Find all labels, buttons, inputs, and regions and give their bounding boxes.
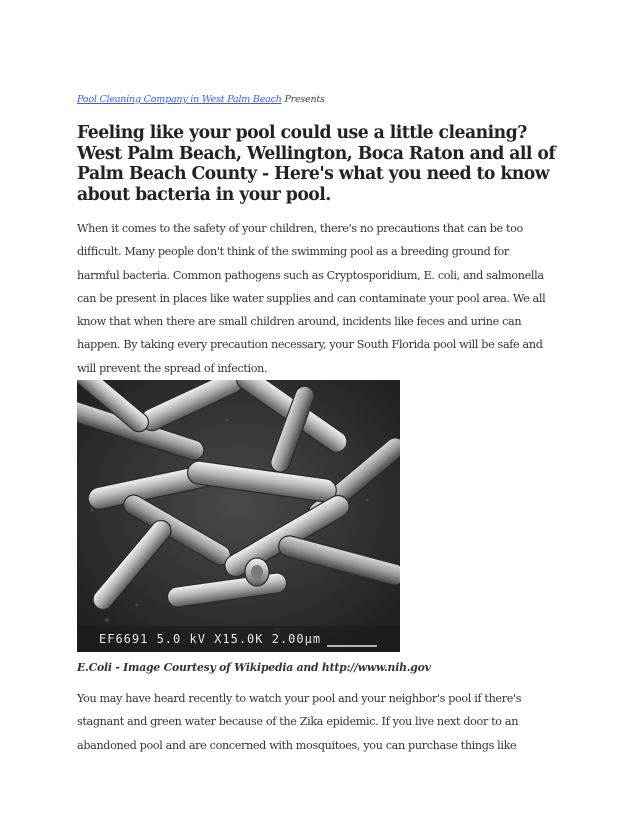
headline-line: West Palm Beach, Wellington, Boca Raton and all of (77, 143, 556, 164)
headline-line: Feeling like your pool could use a little cleaning? (77, 123, 527, 143)
presents-text: Presents (284, 94, 325, 105)
paragraph-line: You may have heard recently to watch your pool and your neighbor's pool if there's (77, 692, 522, 705)
presents-line (77, 94, 325, 105)
paragraph-line: abandoned pool and are concerned with mosquitoes, you can purchase things like (77, 738, 517, 752)
paragraph-line: know that when there are small children around, incidents like feces and urine can (77, 315, 522, 329)
paragraph-line: will prevent the spread of infection. (77, 361, 268, 375)
paragraph-line: happen. By taking every precaution necessary, your South Florida pool will be safe and (77, 338, 543, 352)
company-link[interactable]: Pool Cleaning Company in West Palm Beach (77, 94, 282, 105)
intro-paragraph (77, 217, 572, 380)
headline-line: Palm Beach County - Here's what you need to know (77, 164, 550, 184)
micrograph-label: EF6691 5.0 kV X15.0K 2.00µm (99, 632, 322, 646)
paragraph-line: harmful bacteria. Common pathogens such as Cryptosporidium, E. coli, and salmonella (77, 268, 544, 282)
paragraph-line: can be present in places like water supplies and can contaminate your pool area. We all (77, 291, 546, 305)
zika-paragraph (77, 687, 572, 757)
headline (77, 123, 572, 205)
paragraph-line: stagnant and green water because of the Zika epidemic. If you live next door to an (77, 715, 519, 729)
image-caption: E.Coli - Image Courtesy of Wikipedia and http://www.nih.gov (77, 661, 431, 674)
paragraph-line: When it comes to the safety of your children, there's no precautions that can be too (77, 222, 523, 235)
paragraph-line: difficult. Many people don't think of the swimming pool as a breeding ground for (77, 245, 509, 259)
headline-line: about bacteria in your pool. (77, 184, 331, 205)
ecoli-micrograph-image (77, 380, 400, 652)
